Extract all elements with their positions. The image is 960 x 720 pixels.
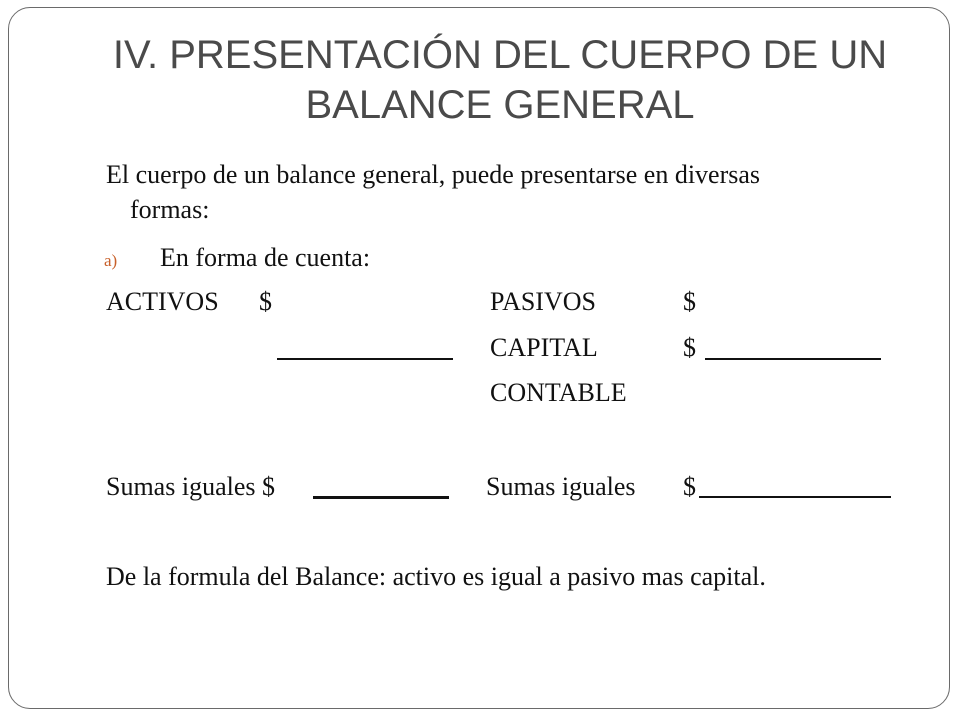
slide-title: IV. PRESENTACIÓN DEL CUERPO DE UN BALANCE GENERAL — [112, 33, 888, 127]
sumas-iguales-left-label: Sumas iguales $ — [106, 472, 275, 501]
activos-label: ACTIVOS — [106, 287, 219, 316]
list-marker: a) — [104, 251, 118, 270]
intro-text-line-2: formas: — [130, 195, 210, 224]
intro-text-line-1: El cuerpo de un balance general, puede presentarse en diversas — [106, 160, 761, 189]
activos-total-line — [277, 358, 453, 360]
sumas-iguales-right-label: Sumas iguales — [486, 472, 636, 501]
sumas-left-line — [313, 496, 449, 499]
sumas-right-line — [699, 496, 891, 498]
list-item-account-form: En forma de cuenta: — [160, 243, 371, 272]
pasivos-label: PASIVOS — [490, 287, 596, 316]
capital-total-line — [705, 358, 881, 360]
contable-label: CONTABLE — [490, 378, 627, 407]
capital-currency: $ — [683, 333, 696, 362]
activos-currency: $ — [259, 287, 272, 316]
sumas-right-currency: $ — [683, 472, 696, 501]
pasivos-currency: $ — [683, 287, 696, 316]
conclusion-text: De la formula del Balance: activo es igual a pasivo mas capital. — [106, 562, 766, 591]
capital-label: CAPITAL — [490, 333, 598, 362]
